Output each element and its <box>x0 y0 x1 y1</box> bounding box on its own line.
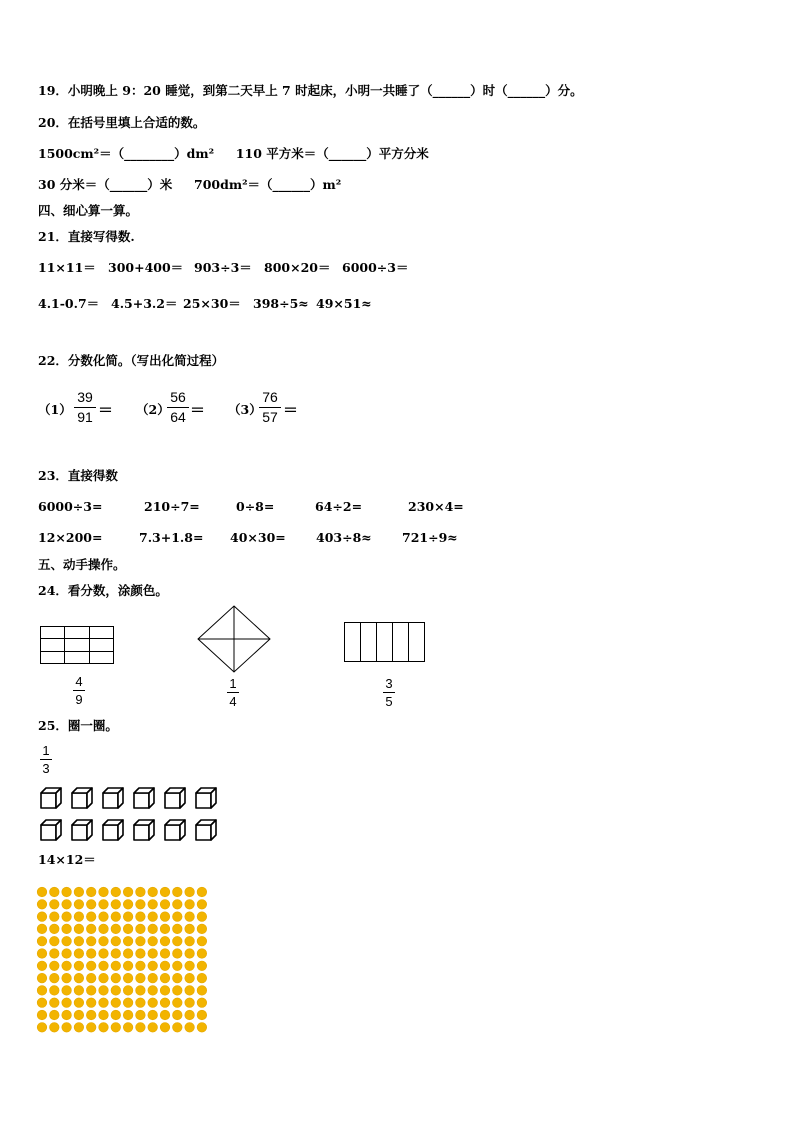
dot <box>123 900 133 910</box>
dot <box>99 998 109 1008</box>
dot <box>86 986 96 996</box>
fraction-1-3 <box>40 743 52 776</box>
equals-sign: ＝ <box>190 401 206 419</box>
dot <box>197 900 207 910</box>
dot <box>74 1023 84 1033</box>
dot <box>62 887 72 897</box>
dot <box>185 998 195 1008</box>
dot <box>50 1023 60 1033</box>
dot <box>50 887 60 897</box>
cube-group[interactable] <box>40 787 230 847</box>
dot <box>123 1023 133 1033</box>
dot <box>62 986 72 996</box>
q22-label: （3） <box>228 402 262 417</box>
cube-icon[interactable] <box>41 820 61 840</box>
q21-item: 800×20＝ <box>264 260 331 275</box>
q22-label: （1） <box>38 402 72 417</box>
cube-icon[interactable] <box>165 788 185 808</box>
equals-sign: ＝ <box>98 401 114 419</box>
grid-nine-parts[interactable] <box>40 626 114 664</box>
dot <box>197 1010 207 1020</box>
dot <box>111 1010 121 1020</box>
numerator: 56 <box>170 389 186 405</box>
dot <box>173 936 183 946</box>
cube-icon[interactable] <box>165 820 185 840</box>
dot <box>197 986 207 996</box>
question-20-line-2: 30 分米＝（______）米 700dm²＝（______）m² <box>38 177 342 192</box>
dot <box>74 924 84 934</box>
dot <box>136 1010 146 1020</box>
dot <box>111 924 121 934</box>
dot <box>123 936 133 946</box>
numerator: 4 <box>75 674 83 689</box>
dot <box>50 986 60 996</box>
dot <box>37 986 47 996</box>
dot <box>74 900 84 910</box>
q23-item: 12×200= <box>38 530 103 545</box>
dot <box>197 887 207 897</box>
fraction-bar <box>259 407 281 408</box>
cube-icon[interactable] <box>196 788 216 808</box>
dot <box>185 912 195 922</box>
dot <box>185 961 195 971</box>
fraction-bar <box>40 759 52 760</box>
dot <box>50 1010 60 1020</box>
diamond-four-parts[interactable] <box>197 605 271 673</box>
cube-icon[interactable] <box>103 820 123 840</box>
section-4-heading: 四、细心算一算。 <box>38 203 139 218</box>
numerator: 76 <box>262 389 278 405</box>
cube-icon[interactable] <box>72 788 92 808</box>
q22-fraction <box>167 389 189 426</box>
dot <box>136 936 146 946</box>
dot <box>148 936 158 946</box>
dot <box>86 912 96 922</box>
dot <box>197 961 207 971</box>
dot <box>185 1010 195 1020</box>
q21-item: 6000÷3＝ <box>342 260 409 275</box>
dot <box>197 949 207 959</box>
dot <box>86 936 96 946</box>
dot <box>86 900 96 910</box>
dot <box>136 924 146 934</box>
dot <box>160 1010 170 1020</box>
q23-item: 0÷8= <box>236 499 275 514</box>
dot <box>123 973 133 983</box>
q23-item: 210÷7= <box>144 499 200 514</box>
dot <box>148 887 158 897</box>
dot <box>37 973 47 983</box>
dot <box>123 1010 133 1020</box>
question-23-title: 23．直接得数 <box>38 468 118 483</box>
dot <box>74 998 84 1008</box>
dot <box>111 887 121 897</box>
dot <box>185 973 195 983</box>
dot <box>160 986 170 996</box>
dot <box>148 998 158 1008</box>
dot <box>99 1023 109 1033</box>
dot <box>99 961 109 971</box>
question-20-line-1: 1500cm²＝（________）dm² 110 平方米＝（______）平方分米 <box>38 146 429 161</box>
dot <box>197 973 207 983</box>
dot <box>136 900 146 910</box>
cube-icon[interactable] <box>196 820 216 840</box>
dot <box>37 924 47 934</box>
dot <box>111 912 121 922</box>
dot <box>148 949 158 959</box>
dot <box>148 900 158 910</box>
dot <box>123 912 133 922</box>
dot <box>37 998 47 1008</box>
dot <box>111 986 121 996</box>
dot <box>37 961 47 971</box>
dot <box>86 1023 96 1033</box>
dot <box>136 887 146 897</box>
cube-icon[interactable] <box>134 820 154 840</box>
dot <box>50 973 60 983</box>
dot <box>62 924 72 934</box>
dot <box>185 924 195 934</box>
dot <box>74 949 84 959</box>
dot <box>123 887 133 897</box>
fraction-bar <box>74 407 96 408</box>
dot <box>37 900 47 910</box>
dot <box>99 887 109 897</box>
dot <box>37 936 47 946</box>
question-20-title: 20．在括号里填上合适的数。 <box>38 115 206 130</box>
dot <box>99 924 109 934</box>
dot <box>173 986 183 996</box>
fraction-4-9 <box>73 674 85 707</box>
dot <box>74 936 84 946</box>
dot <box>173 1010 183 1020</box>
dot <box>111 936 121 946</box>
dot <box>160 998 170 1008</box>
q21-item: 11×11＝ <box>38 260 96 275</box>
dot <box>111 900 121 910</box>
dot <box>74 887 84 897</box>
dot <box>62 1010 72 1020</box>
section-5-heading: 五、动手操作。 <box>38 557 126 572</box>
dot <box>37 887 47 897</box>
dot <box>74 973 84 983</box>
dot <box>37 1010 47 1020</box>
denominator: 64 <box>170 409 186 425</box>
rectangle-five-parts[interactable] <box>344 622 426 662</box>
dot <box>62 961 72 971</box>
dot <box>74 912 84 922</box>
dot <box>62 900 72 910</box>
dot <box>99 1010 109 1020</box>
cube-icon[interactable] <box>103 788 123 808</box>
dot <box>160 973 170 983</box>
dot <box>86 924 96 934</box>
dot <box>123 961 133 971</box>
dot <box>136 949 146 959</box>
dot <box>86 1010 96 1020</box>
numerator: 1 <box>229 676 237 691</box>
fraction-bar <box>383 692 395 693</box>
q23-item: 721÷9≈ <box>402 530 458 545</box>
q23-item: 40×30= <box>230 530 286 545</box>
dot <box>148 973 158 983</box>
dot <box>136 912 146 922</box>
dot <box>50 961 60 971</box>
q23-item: 7.3+1.8= <box>139 530 204 545</box>
dot <box>148 924 158 934</box>
dot <box>86 998 96 1008</box>
q23-item: 230×4= <box>408 499 464 514</box>
dot <box>173 924 183 934</box>
dot <box>160 936 170 946</box>
dot <box>111 1023 121 1033</box>
dot <box>185 887 195 897</box>
dot <box>123 924 133 934</box>
q21-item: 4.1-0.7＝ <box>38 296 100 311</box>
dot <box>86 961 96 971</box>
dot <box>123 998 133 1008</box>
fraction-1-4 <box>227 676 239 709</box>
dot <box>185 936 195 946</box>
dot <box>62 1023 72 1033</box>
dot <box>99 986 109 996</box>
fraction-3-5 <box>383 676 395 709</box>
dot <box>197 1023 207 1033</box>
dot <box>99 912 109 922</box>
dot <box>50 949 60 959</box>
dot <box>160 961 170 971</box>
question-26-expression: 14×12＝ <box>38 852 96 867</box>
dot <box>86 973 96 983</box>
dot <box>197 924 207 934</box>
dot <box>62 998 72 1008</box>
dot <box>136 973 146 983</box>
q22-fraction <box>259 389 281 426</box>
dot <box>173 961 183 971</box>
dot <box>185 986 195 996</box>
dot <box>173 887 183 897</box>
dot <box>62 973 72 983</box>
dot <box>99 973 109 983</box>
equals-sign: ＝ <box>283 401 299 419</box>
q23-item: 6000÷3= <box>38 499 103 514</box>
dot <box>99 949 109 959</box>
dot <box>160 1023 170 1033</box>
numerator: 1 <box>42 743 50 758</box>
denominator: 91 <box>77 409 93 425</box>
denominator: 4 <box>229 694 237 709</box>
denominator: 57 <box>262 409 278 425</box>
dot <box>99 936 109 946</box>
dot <box>173 912 183 922</box>
dot <box>74 1010 84 1020</box>
dot <box>197 936 207 946</box>
dot <box>50 912 60 922</box>
dot <box>173 1023 183 1033</box>
question-21-title: 21．直接写得数. <box>38 229 135 244</box>
denominator: 3 <box>42 761 50 776</box>
dot <box>197 912 207 922</box>
cube-icon[interactable] <box>72 820 92 840</box>
q21-item: 300+400＝ <box>108 260 184 275</box>
dot <box>123 986 133 996</box>
numerator: 3 <box>385 676 393 691</box>
dot <box>50 936 60 946</box>
dot <box>74 986 84 996</box>
dot <box>86 949 96 959</box>
dot <box>185 949 195 959</box>
dot <box>74 961 84 971</box>
question-22-title: 22．分数化简。（写出化简过程） <box>38 353 225 368</box>
q23-item: 403÷8≈ <box>316 530 372 545</box>
dot <box>37 1023 47 1033</box>
dot <box>185 900 195 910</box>
dot <box>99 900 109 910</box>
dot <box>62 936 72 946</box>
dot <box>50 924 60 934</box>
dot <box>86 887 96 897</box>
dot <box>148 1010 158 1020</box>
dot <box>37 949 47 959</box>
dot <box>62 949 72 959</box>
dot <box>111 998 121 1008</box>
dot <box>185 1023 195 1033</box>
denominator: 5 <box>385 694 393 709</box>
cube-icon[interactable] <box>134 788 154 808</box>
q22-label: （2） <box>136 402 170 417</box>
dot <box>160 887 170 897</box>
dot <box>50 998 60 1008</box>
dot <box>160 949 170 959</box>
question-25-title: 25．圈一圈。 <box>38 718 118 733</box>
numerator: 39 <box>77 389 93 405</box>
dot <box>173 949 183 959</box>
dot <box>148 961 158 971</box>
dot <box>111 961 121 971</box>
fraction-bar <box>167 407 189 408</box>
dot <box>136 1023 146 1033</box>
dot <box>148 1023 158 1033</box>
q21-item: 4.5+3.2＝ <box>111 296 178 311</box>
fraction-bar <box>227 692 239 693</box>
dot <box>173 900 183 910</box>
q22-fraction <box>74 389 96 426</box>
dot-array <box>36 886 212 1036</box>
question-19: 19．小明晚上 9：20 睡觉，到第二天早上 7 时起床，小明一共睡了（______）时（______）分。 <box>38 83 583 98</box>
q21-item: 49×51≈ <box>316 296 372 311</box>
dot <box>136 986 146 996</box>
dot <box>111 973 121 983</box>
dot <box>62 912 72 922</box>
q23-item: 64÷2= <box>315 499 363 514</box>
dot <box>136 998 146 1008</box>
dot <box>123 949 133 959</box>
dot <box>173 998 183 1008</box>
dot <box>173 973 183 983</box>
dot <box>148 986 158 996</box>
dot <box>160 912 170 922</box>
dot <box>37 912 47 922</box>
question-24-title: 24．看分数，涂颜色。 <box>38 583 168 598</box>
dot <box>197 998 207 1008</box>
dot <box>50 900 60 910</box>
cube-icon[interactable] <box>41 788 61 808</box>
dot <box>160 924 170 934</box>
dot <box>111 949 121 959</box>
fraction-bar <box>73 690 85 691</box>
dot <box>160 900 170 910</box>
q21-item: 398÷5≈ <box>253 296 309 311</box>
dot <box>148 912 158 922</box>
denominator: 9 <box>75 692 83 707</box>
dot <box>136 961 146 971</box>
q21-item: 25×30＝ <box>183 296 241 311</box>
q21-item: 903÷3＝ <box>194 260 252 275</box>
